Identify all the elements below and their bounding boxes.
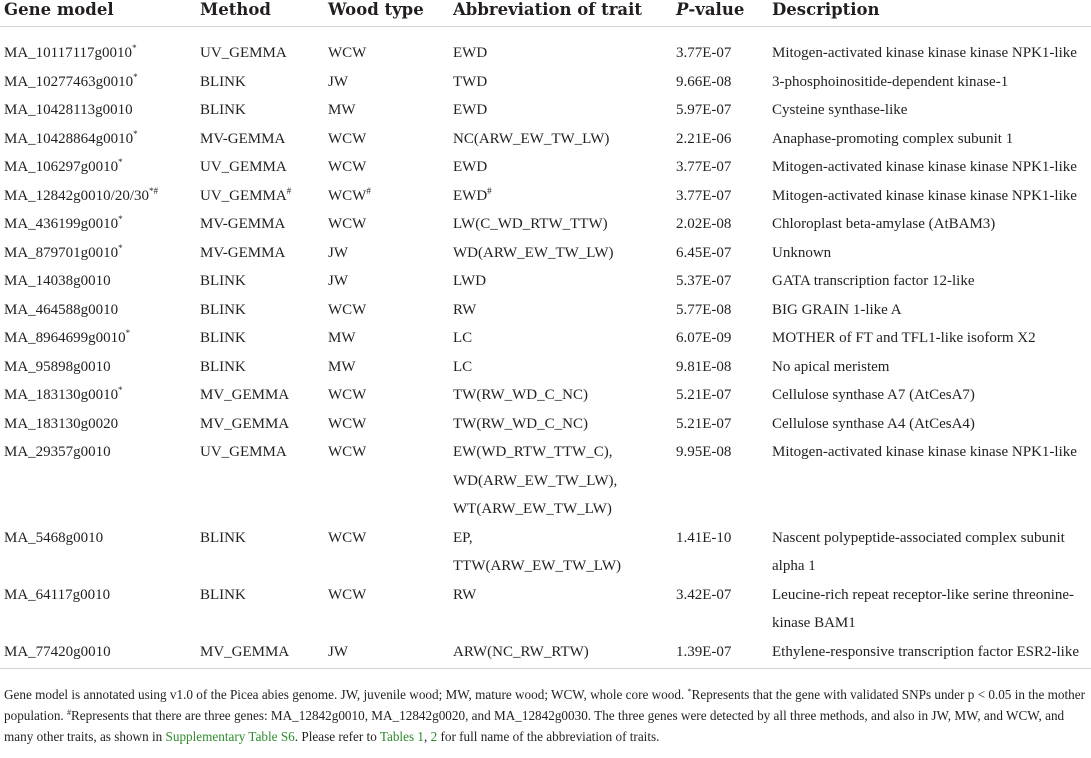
header-method: Method (196, 0, 324, 27)
gene-model-cell-text: MA_29357g0010 (4, 444, 111, 460)
gene-model-cell-footnote-mark: * (118, 242, 123, 253)
method-cell (196, 210, 324, 239)
p-value-cell (672, 438, 768, 524)
p-value-cell-text: 6.07E-09 (676, 330, 732, 346)
footnote-text: Gene model is annotated using v1.0 of the Picea abies genome. JW, juvenile wood; MW, mature wood; WCW, whole core wood. (4, 687, 688, 702)
gene-model-cell-footnote-mark: *# (149, 185, 159, 196)
trait-cell-line: WT(ARW_EW_TW_LW) (453, 501, 612, 517)
footnote-hash-mark: # (67, 708, 72, 717)
description-cell (768, 239, 1091, 268)
wood-type-cell (324, 324, 449, 353)
wood-type-cell-text: MW (328, 102, 356, 118)
method-cell (196, 239, 324, 268)
p-value-cell (672, 39, 768, 68)
wood-type-cell-text: WCW (328, 529, 367, 546)
description-cell (768, 267, 1091, 296)
trait-cell (449, 438, 672, 524)
description-cell (768, 296, 1091, 325)
method-cell-text: BLINK (200, 586, 246, 603)
table-row (0, 524, 1091, 581)
description-cell-line: Leucine-rich repeat receptor-like serine threonine- (772, 586, 1075, 603)
method-cell-text: MV-GEMMA (200, 130, 286, 147)
trait-cell-text: RW (453, 301, 477, 318)
method-cell-text: UV_GEMMA (200, 159, 287, 175)
description-cell (768, 96, 1091, 125)
gene-model-cell (0, 353, 196, 382)
p-value-cell-text: 3.42E-07 (676, 586, 732, 603)
method-cell (196, 39, 324, 68)
p-value-cell-text: 3.77E-07 (676, 159, 732, 175)
method-cell-text: BLINK (200, 330, 246, 346)
wood-type-cell-text: WCW (328, 130, 367, 147)
trait-cell-text: NC(ARW_EW_TW_LW) (453, 130, 610, 147)
p-value-cell (672, 96, 768, 125)
trait-cell (449, 353, 672, 382)
p-value-cell-text: 3.77E-07 (676, 187, 732, 204)
gene-model-cell (0, 153, 196, 182)
trait-cell-text: RW (453, 586, 477, 603)
gene-model-cell-text: MA_436199g0010 (4, 216, 119, 232)
description-cell-text: Cysteine synthase-like (772, 102, 908, 118)
gene-model-cell (0, 210, 196, 239)
description-cell-text: Ethylene-responsive transcription factor ESR2-like (772, 643, 1079, 660)
p-value-cell (672, 68, 768, 97)
gene-model-cell-text: MA_64117g0010 (4, 586, 111, 603)
table-row (0, 68, 1091, 97)
trait-cell (449, 524, 672, 581)
description-cell (768, 353, 1091, 382)
trait-cell-text: EWD (453, 187, 488, 204)
description-cell-text: Mitogen-activated kinase kinase kinase NPK1-like (772, 159, 1077, 175)
gene-model-cell-text: MA_106297g0010 (4, 159, 119, 175)
table-row (0, 324, 1091, 353)
p-value-cell (672, 125, 768, 154)
gene-model-cell (0, 638, 196, 669)
method-cell (196, 296, 324, 325)
header-trait: Abbreviation of trait (449, 0, 672, 27)
trait-cell-text: EWD (453, 45, 488, 61)
wood-type-cell-text: JW (328, 73, 348, 90)
trait-cell (449, 96, 672, 125)
table-row (0, 353, 1091, 382)
method-cell (196, 438, 324, 524)
method-cell (196, 153, 324, 182)
table-row (0, 296, 1091, 325)
trait-cell (449, 210, 672, 239)
gene-model-cell-footnote-mark: * (118, 385, 123, 395)
gene-model-cell (0, 324, 196, 353)
header-gene-model: Gene model (0, 0, 196, 27)
method-cell-text: BLINK (200, 102, 246, 118)
p-value-cell (672, 581, 768, 638)
wood-type-cell (324, 638, 449, 669)
trait-cell-text: EWD (453, 102, 488, 118)
wood-type-cell (324, 267, 449, 296)
description-cell-line: kinase BAM1 (772, 615, 856, 631)
method-cell (196, 381, 324, 410)
supplementary-table-link[interactable]: Supplementary Table S6 (165, 729, 295, 744)
tables-1-link[interactable]: Tables 1 (379, 729, 424, 744)
gene-model-cell-footnote-mark: * (132, 43, 137, 53)
method-cell-text: BLINK (200, 73, 246, 90)
description-cell (768, 381, 1091, 410)
p-value-cell (672, 210, 768, 239)
description-cell-text: No apical meristem (772, 358, 890, 375)
method-cell (196, 182, 324, 211)
method-cell (196, 68, 324, 97)
wood-type-cell-text: WCW (328, 216, 367, 232)
p-value-cell-text: 2.02E-08 (676, 216, 732, 232)
table-row (0, 182, 1091, 211)
description-cell (768, 324, 1091, 353)
p-value-cell (672, 296, 768, 325)
footnote-text: for full name of the abbreviation of traits. (437, 729, 660, 744)
footnote-text: , (423, 729, 431, 744)
p-value-cell-text: 5.21E-07 (676, 387, 732, 403)
trait-cell-text: LC (453, 358, 473, 375)
description-cell (768, 524, 1091, 581)
method-cell-text: UV_GEMMA (200, 45, 287, 61)
method-cell-text: MV-GEMMA (200, 216, 286, 232)
wood-type-cell-text: JW (328, 273, 348, 289)
wood-type-cell-footnote-mark: # (366, 185, 371, 196)
method-cell (196, 410, 324, 439)
wood-type-cell (324, 438, 449, 524)
wood-type-cell-text: WCW (328, 187, 367, 204)
trait-cell (449, 638, 672, 669)
footnote-star-mark: * (687, 687, 692, 696)
trait-cell-text: TW(RW_WD_C_NC) (453, 415, 588, 432)
method-cell-text: BLINK (200, 358, 246, 375)
gene-model-cell-text: MA_10428864g0010 (4, 130, 134, 147)
description-cell-text: MOTHER of FT and TFL1-like isoform X2 (772, 330, 1036, 346)
gene-model-cell-text: MA_8964699g0010 (4, 330, 126, 346)
gene-model-cell (0, 524, 196, 581)
gene-model-cell-footnote-mark: * (118, 214, 123, 224)
gene-model-cell-text: MA_14038g0010 (4, 273, 111, 289)
p-value-cell (672, 324, 768, 353)
description-cell (768, 182, 1091, 211)
gene-model-cell (0, 182, 196, 211)
wood-type-cell (324, 210, 449, 239)
gene-model-cell (0, 96, 196, 125)
trait-cell (449, 410, 672, 439)
method-cell (196, 524, 324, 581)
table-row (0, 239, 1091, 268)
gene-model-cell-footnote-mark: * (133, 128, 138, 139)
method-cell (196, 96, 324, 125)
p-value-cell-text: 5.97E-07 (676, 102, 732, 118)
header-row (0, 0, 1091, 27)
method-cell-footnote-mark: # (286, 185, 292, 196)
gene-model-cell (0, 39, 196, 68)
gene-model-cell (0, 68, 196, 97)
description-cell-text: Chloroplast beta-amylase (AtBAM3) (772, 216, 996, 232)
method-cell (196, 324, 324, 353)
trait-cell-line: TTW(ARW_EW_TW_LW) (453, 558, 621, 574)
description-cell (768, 39, 1091, 68)
wood-type-cell-text: WCW (328, 444, 367, 460)
trait-cell (449, 239, 672, 268)
wood-type-cell (324, 125, 449, 154)
table-row (0, 125, 1091, 154)
wood-type-cell (324, 581, 449, 638)
wood-type-cell-text: MW (328, 358, 356, 375)
p-value-cell (672, 239, 768, 268)
gene-model-cell-footnote-mark: * (118, 157, 123, 167)
wood-type-cell-text: WCW (328, 387, 367, 403)
p-value-cell (672, 153, 768, 182)
description-cell (768, 125, 1091, 154)
wood-type-cell (324, 381, 449, 410)
method-cell (196, 267, 324, 296)
description-cell-text: Unknown (772, 244, 832, 261)
gene-model-cell (0, 239, 196, 268)
gene-model-cell-text: MA_183130g0020 (4, 415, 119, 432)
trait-cell (449, 267, 672, 296)
trait-cell (449, 153, 672, 182)
description-cell (768, 581, 1091, 638)
p-value-cell-text: 5.37E-07 (676, 273, 732, 289)
method-cell-text: MV_GEMMA (200, 643, 290, 660)
description-cell-line: Nascent polypeptide-associated complex subunit (772, 529, 1065, 546)
method-cell (196, 125, 324, 154)
p-value-cell (672, 410, 768, 439)
trait-cell-text: LWD (453, 273, 487, 289)
table-body (0, 27, 1091, 669)
wood-type-cell (324, 296, 449, 325)
description-cell-text: Anaphase-promoting complex subunit 1 (772, 130, 1014, 147)
p-value-cell-text: 2.21E-06 (676, 130, 732, 147)
table-row (0, 638, 1091, 669)
table-row (0, 381, 1091, 410)
gene-model-cell-text: MA_10277463g0010 (4, 73, 134, 90)
description-cell-text: GATA transcription factor 12-like (772, 273, 975, 289)
trait-cell (449, 39, 672, 68)
description-cell (768, 68, 1091, 97)
trait-cell-line: EW(WD_RTW_TTW_C), (453, 444, 613, 460)
trait-cell-footnote-mark: # (487, 185, 492, 196)
trait-cell-text: LW(C_WD_RTW_TTW) (453, 216, 608, 232)
gene-model-cell-text: MA_464588g0010 (4, 301, 119, 318)
description-cell (768, 438, 1091, 524)
gene-model-cell-text: MA_879701g0010 (4, 244, 119, 261)
description-cell-text: 3-phosphoinositide-dependent kinase-1 (772, 73, 1009, 90)
description-cell-text: Mitogen-activated kinase kinase kinase NPK1-like (772, 187, 1077, 204)
gene-model-cell (0, 267, 196, 296)
gene-model-cell-text: MA_183130g0010 (4, 387, 119, 403)
trait-cell-line: WD(ARW_EW_TW_LW), (453, 472, 618, 489)
wood-type-cell (324, 39, 449, 68)
gene-model-cell (0, 296, 196, 325)
description-cell (768, 638, 1091, 669)
table-row (0, 267, 1091, 296)
p-value-cell-text: 9.81E-08 (676, 358, 732, 375)
gene-model-cell (0, 410, 196, 439)
trait-cell (449, 125, 672, 154)
trait-cell (449, 324, 672, 353)
method-cell-text: MV_GEMMA (200, 387, 290, 403)
p-value-cell-text: 5.21E-07 (676, 415, 732, 432)
gene-model-cell (0, 381, 196, 410)
p-value-cell-text: 9.95E-08 (676, 444, 732, 460)
footnote-text: Represents that there are three genes: MA_12842g0010, MA_12842g0020, and MA_12842g0030. The three genes were detected by all three methods, and also in JW, MW, and WCW, and many other traits, as shown in (4, 708, 1065, 744)
method-cell-text: BLINK (200, 273, 246, 289)
wood-type-cell (324, 239, 449, 268)
wood-type-cell-text: JW (328, 244, 348, 261)
p-value-cell-text: 3.77E-07 (676, 45, 732, 61)
description-cell (768, 153, 1091, 182)
p-value-cell (672, 638, 768, 669)
gene-model-cell-text: MA_10428113g0010 (4, 102, 133, 118)
trait-cell-text: WD(ARW_EW_TW_LW) (453, 244, 614, 261)
trait-cell (449, 381, 672, 410)
gene-model-cell (0, 581, 196, 638)
wood-type-cell-text: WCW (328, 45, 367, 61)
wood-type-cell (324, 524, 449, 581)
method-cell (196, 638, 324, 669)
header-p-value: P-value (672, 0, 768, 27)
wood-type-cell (324, 96, 449, 125)
gene-model-cell-footnote-mark: * (133, 71, 138, 82)
description-cell-text: BIG GRAIN 1-like A (772, 301, 902, 318)
footnote-text: Represents that the gene with validated SNPs under p < 0.05 in the mother population. (4, 687, 1086, 723)
p-value-cell-text: 1.41E-10 (676, 529, 732, 546)
method-cell-text: UV_GEMMA (200, 444, 287, 460)
trait-cell-text: TWD (453, 73, 488, 90)
table-row (0, 438, 1091, 524)
p-value-cell-text: 9.66E-08 (676, 73, 732, 90)
p-value-cell (672, 353, 768, 382)
p-value-cell-text: 6.45E-07 (676, 244, 732, 261)
p-value-cell-text: 1.39E-07 (676, 643, 732, 660)
trait-cell-line: EP, (453, 529, 473, 546)
method-cell-text: UV_GEMMA (200, 187, 287, 204)
table-2-link[interactable]: 2 (430, 729, 438, 744)
description-cell-text: Mitogen-activated kinase kinase kinase NPK1-like (772, 444, 1077, 460)
table-row (0, 39, 1091, 68)
trait-cell-text: LC (453, 330, 473, 346)
gene-model-cell (0, 125, 196, 154)
header-wood-type: Wood type (324, 0, 449, 27)
trait-cell-text: TW(RW_WD_C_NC) (453, 387, 588, 403)
wood-type-cell (324, 153, 449, 182)
table-row (0, 96, 1091, 125)
p-value-cell-text: 5.77E-08 (676, 301, 732, 318)
table-row (0, 210, 1091, 239)
description-cell (768, 410, 1091, 439)
wood-type-cell-text: WCW (328, 586, 367, 603)
table-footnote (4, 684, 1087, 747)
method-cell (196, 353, 324, 382)
table-row (0, 581, 1091, 638)
gene-model-cell-text: MA_77420g0010 (4, 643, 111, 660)
trait-cell-text: EWD (453, 159, 488, 175)
description-cell-text: Mitogen-activated kinase kinase kinase NPK1-like (772, 45, 1077, 61)
gene-model-cell-footnote-mark: * (125, 328, 131, 338)
wood-type-cell-text: WCW (328, 159, 367, 175)
wood-type-cell-text: MW (328, 330, 356, 346)
p-value-cell (672, 182, 768, 211)
footnote-text: . Please refer to (294, 729, 380, 744)
header-description: Description (768, 0, 1091, 27)
table-row (0, 410, 1091, 439)
table-row (0, 153, 1091, 182)
wood-type-cell (324, 410, 449, 439)
gene-model-cell-text: MA_5468g0010 (4, 529, 104, 546)
method-cell-text: MV-GEMMA (200, 244, 286, 261)
wood-type-cell-text: JW (328, 643, 348, 660)
description-cell-text: Cellulose synthase A4 (AtCesA4) (772, 415, 975, 432)
wood-type-cell-text: WCW (328, 301, 367, 318)
method-cell-text: MV_GEMMA (200, 415, 290, 432)
description-cell (768, 210, 1091, 239)
trait-cell (449, 581, 672, 638)
method-cell-text: BLINK (200, 301, 246, 318)
trait-cell (449, 296, 672, 325)
gene-model-cell-text: MA_95898g0010 (4, 358, 111, 375)
p-value-cell (672, 267, 768, 296)
trait-cell-text: ARW(NC_RW_RTW) (453, 643, 589, 660)
trait-cell (449, 68, 672, 97)
wood-type-cell (324, 68, 449, 97)
p-value-cell (672, 524, 768, 581)
description-cell-text: Cellulose synthase A7 (AtCesA7) (772, 387, 975, 403)
method-cell (196, 581, 324, 638)
p-value-cell (672, 381, 768, 410)
method-cell-text: BLINK (200, 529, 246, 546)
wood-type-cell (324, 182, 449, 211)
gene-model-cell-text: MA_12842g0010/20/30 (4, 187, 150, 204)
gene-model-cell (0, 438, 196, 524)
wood-type-cell-text: WCW (328, 415, 367, 432)
trait-cell (449, 182, 672, 211)
description-cell-line: alpha 1 (772, 558, 816, 574)
gene-model-cell-text: MA_10117117g0010 (4, 45, 133, 61)
wood-type-cell (324, 353, 449, 382)
